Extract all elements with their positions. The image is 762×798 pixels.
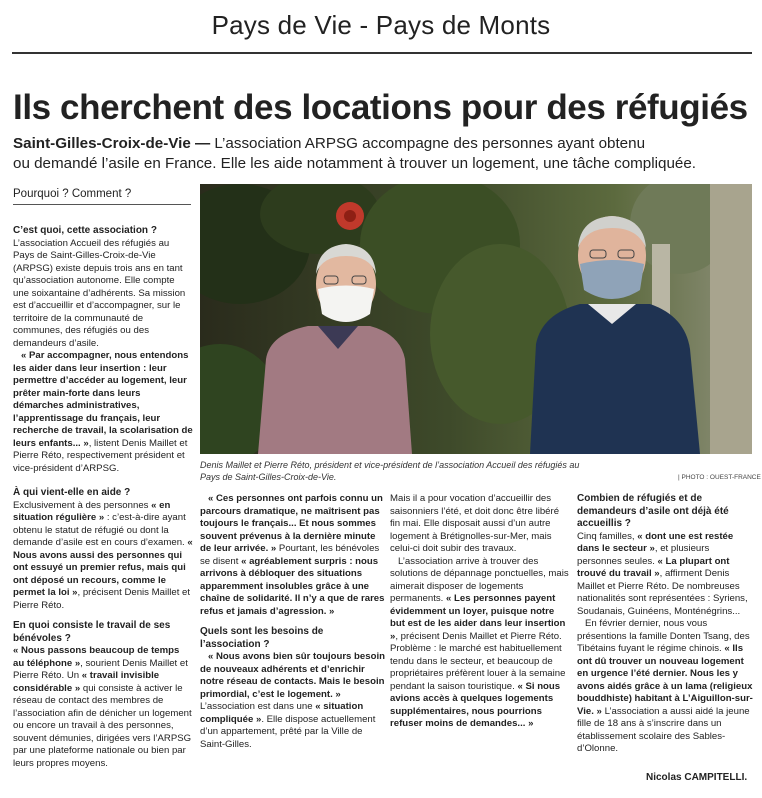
lede-place: Saint-Gilles-Croix-de-Vie —	[13, 135, 211, 152]
paragraph: Exclusivement à des personnes « en situation régulière » : c’est-à-dire ayant obtenu le statut de réfugié ou dont la demande d’asile est en cours d’examen. « Nous avons aussi des personnes qui ont essuyé un premier refus, mais qui ont déposé un recours, comme le permet la loi », précisent Denis Maillet et Pierre Réto.	[13, 499, 193, 611]
question-heading: Quels sont les besoins de l’association ?	[200, 626, 324, 650]
headline: Ils cherchent des locations pour des réfugiés	[13, 88, 748, 127]
paragraph: « Par accompagner, nous entendons les aider dans leur insertion : leur permettre d’accéder au logement, leur prêter main-forte dans leurs démarches administratives, l’apprentissage du français, leur recherche de travail, la scolarisation de leurs enfants... », listent Denis Maillet et Pierre Réto, respectivement président et vice-président d’ARPSG.	[13, 350, 193, 474]
paragraph: « Nous avons bien sûr toujours besoin de nouveaux adhérents et d’enrichir notre réseau de contacts. Mais le besoin primordial, c’est le logement. » L’association est dans une « situation compliquée ». Elle dispose actuellement d’un appartement, prêté par la Ville de Saint-Gilles.	[200, 651, 385, 750]
lede-line-2: ou demandé l’asile en France. Elle les aide notamment à trouver un logement, une tâche compliquée.	[13, 155, 696, 172]
paragraph: En février dernier, nous vous présentions la famille Donten Tsang, des Tibétains fuyant le régime chinois. « Ils ont dû trouver un nouveau logement en urgence l’été dernier. Nous les y avons aidés grâce à un lama (religieux bouddhiste) habitant à L’Aiguillon-sur-Vie. » L’association a aussi aidé la jeune fille de 18 ans à s’inscrire dans un établissement scolaire des Sables-d’Olonne.	[577, 618, 753, 754]
author-signature: Nicolas CAMPITELLI.	[646, 772, 748, 783]
photo-caption: Denis Maillet et Pierre Réto, président et vice-président de l’association Accueil des réfugiés au Pays de Saint-Gilles-Croix-de-Vie.	[200, 460, 580, 482]
face-mask-right	[580, 260, 644, 299]
question-heading: C’est quoi, cette association ?	[13, 225, 157, 236]
column-3	[390, 493, 570, 731]
lede-line-1: L’association ARPSG accompagne des personnes ayant obtenu	[210, 135, 646, 152]
paragraph: L’association Accueil des réfugiés au Pays de Saint-Gilles-Croix-de-Vie (ARPSG) existe depuis trois ans en tant qu’association autonome. Elle compte une soixantaine d’adhérents. Sa mission est d’accueillir et d’accompagner, sur le territoire de la communauté de communes, des réfugiés ou des demandeurs d’asile.	[13, 237, 186, 349]
question-heading: À qui vient-elle en aide ?	[13, 487, 131, 498]
question-heading: Combien de réfugiés et de demandeurs d’asile ont déjà été accueillis ?	[577, 493, 729, 529]
section-title: Pays de Vie - Pays de Monts	[211, 10, 551, 40]
paragraph: Mais il a pour vocation d’accueillir des saisonniers l’été, et doit donc être libéré fin mai. Elle disposait aussi d’un autre logement à Brétignolles-sur-Mer, mais celui-ci doit subir des travaux.	[390, 493, 560, 554]
question-heading: En quoi consiste le travail de ses bénévoles ?	[13, 620, 171, 644]
lede	[13, 134, 753, 174]
column-1	[13, 221, 193, 475]
kicker: Pourquoi ? Comment ?	[13, 188, 132, 200]
face-mask-left	[318, 286, 374, 323]
column-4	[577, 493, 753, 756]
kicker-rule	[13, 204, 191, 205]
section-rule	[12, 52, 752, 54]
article-photo	[200, 184, 752, 454]
photo-credit: | PHOTO : OUEST-FRANCE	[678, 474, 761, 481]
photo-illustration	[200, 184, 752, 454]
paragraph: L’association arrive à trouver des solutions de dépannage ponctuelles, mais aimerait disposer de logements permanents. « Les personnes payent évidemment un loyer, puisque notre but est de les aider dans leur insertion », précisent Denis Maillet et Pierre Réto. Problème : le marché est habituellement tendu dans le secteur, et beaucoup de propriétaires préfèrent louer à la semaine pendant la saison touristique. « Si nous avions accès à quelques logements supplémentaires, nous pourrions refuser moins de demandes... »	[390, 555, 569, 729]
paragraph: « Nous passons beaucoup de temps au téléphone », sourient Denis Maillet et Pierre Réto. Un « travail invisible considérable » qui consiste à activer le réseau de contact des membres de l’association afin de dénicher un logement ou encore un travail à des personnes, souvent démunies, dirigées vers l’ARPSG par une plateforme nationale ou bien par leurs propres moyens.	[13, 645, 192, 769]
paragraph: Cinq familles, « dont une est restée dans le secteur », et plusieurs personnes seules. « La plupart ont trouvé du travail », affirment Denis Maillet et Pierre Réto. De nombreuses nationalités sont représentées : Syriens, Soudanais, Guinéens, Monténégrins...	[577, 530, 748, 617]
column-1-continued	[13, 483, 193, 770]
paragraph: « Ces personnes ont parfois connu un parcours dramatique, ne maîtrisent pas toujours le français... Et nous sommes souvent prévenus à la dernière minute de leur arrivée. » Pourtant, les bénévoles se disent « agréablement surpris : nous arrivons à débloquer des situations apparemment insolubles grâce à une chaîne de solidarité. Il n’y a que de rares refus et jamais d’agression. »	[200, 493, 385, 617]
column-2	[200, 493, 385, 751]
